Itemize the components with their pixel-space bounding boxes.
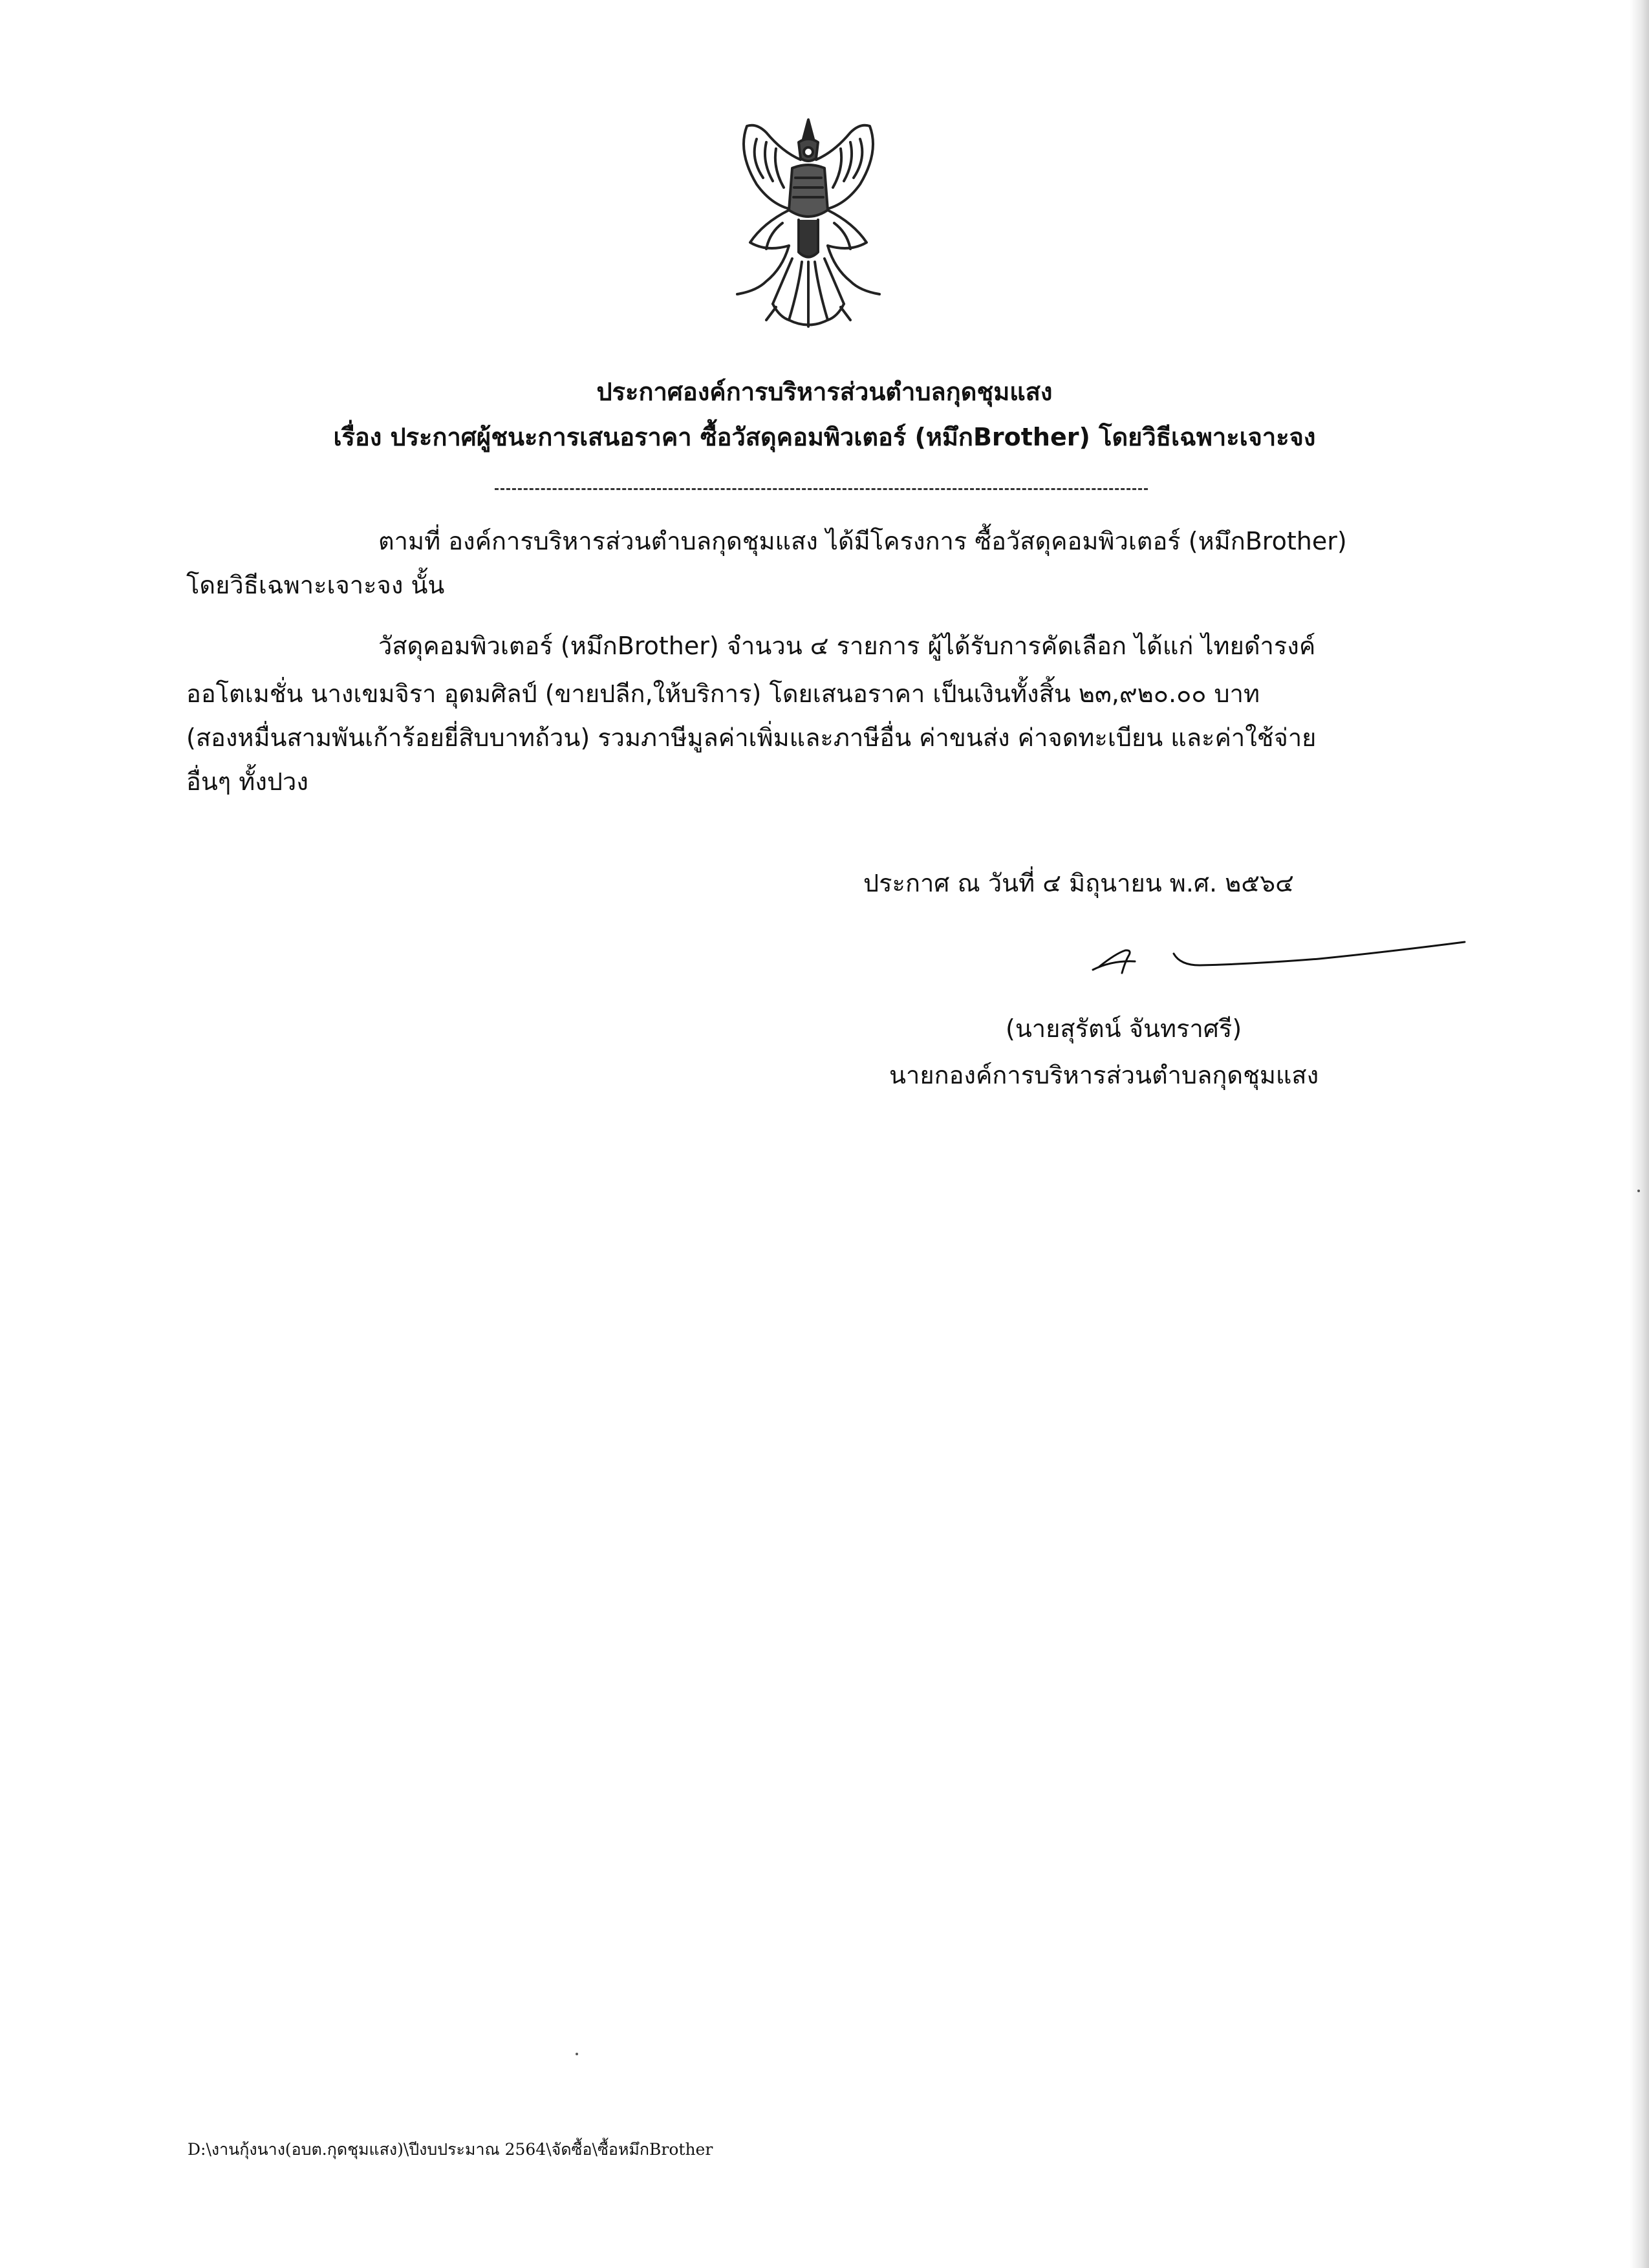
signatory-name: (นายสุรัตน์ จันทราศรี)	[1006, 1014, 1242, 1043]
scan-speck	[1637, 1190, 1640, 1192]
para1-line2: โดยวิธีเฉพาะเจาะจง นั้น	[186, 571, 445, 599]
dashed-divider	[495, 488, 1148, 490]
para2-line1: วัสดุคอมพิวเตอร์ (หมึกBrother) จำนวน ๔ รายการ ผู้ได้รับการคัดเลือก ได้แก่ ไทยดำรงค์	[378, 632, 1316, 660]
para2-line2: ออโตเมชั่น นางเขมจิรา อุดมศิลป์ (ขายปลีก,ให้บริการ) โดยเสนอราคา เป็นเงินทั้งสิ้น ๒๓,๙๒๐.๐๐ บาท	[186, 679, 1260, 708]
garuda-emblem-icon	[711, 113, 905, 336]
footer-file-path: D:\งานกุ้งนาง(อบต.กุดชุมแสง)\ปีงบประมาณ 2564\จัดซื้อ\ซื้อหมึกBrother	[188, 2140, 713, 2159]
announcement-date: ประกาศ ณ วันที่ ๔ มิถุนายน พ.ศ. ๒๕๖๔	[863, 869, 1294, 897]
para2-line3: (สองหมื่นสามพันเก้าร้อยยี่สิบบาทถ้วน) รวมภาษีมูลค่าเพิ่มและภาษีอื่น ค่าขนส่ง ค่าจดทะเบียน และค่าใช้จ่าย	[186, 723, 1317, 752]
para2-line4: อื่นๆ ทั้งปวง	[186, 767, 308, 796]
signatory-position: นายกองค์การบริหารส่วนตำบลกุดชุมแสง	[889, 1061, 1319, 1089]
handwritten-signature-icon	[1086, 941, 1474, 999]
scan-edge-shadow	[1630, 0, 1649, 2268]
announcement-subject: เรื่อง ประกาศผู้ชนะการเสนอราคา ซื้อวัสดุคอมพิวเตอร์ (หมึกBrother) โดยวิธีเฉพาะเจาะจง	[333, 423, 1316, 451]
para1-line1: ตามที่ องค์การบริหารส่วนตำบลกุดชุมแสง ได้มีโครงการ ซื้อวัสดุคอมพิวเตอร์ (หมึกBrother)	[378, 527, 1347, 555]
scan-speck	[576, 2053, 578, 2055]
announcement-title: ประกาศองค์การบริหารส่วนตำบลกุดชุมแสง	[596, 378, 1053, 406]
